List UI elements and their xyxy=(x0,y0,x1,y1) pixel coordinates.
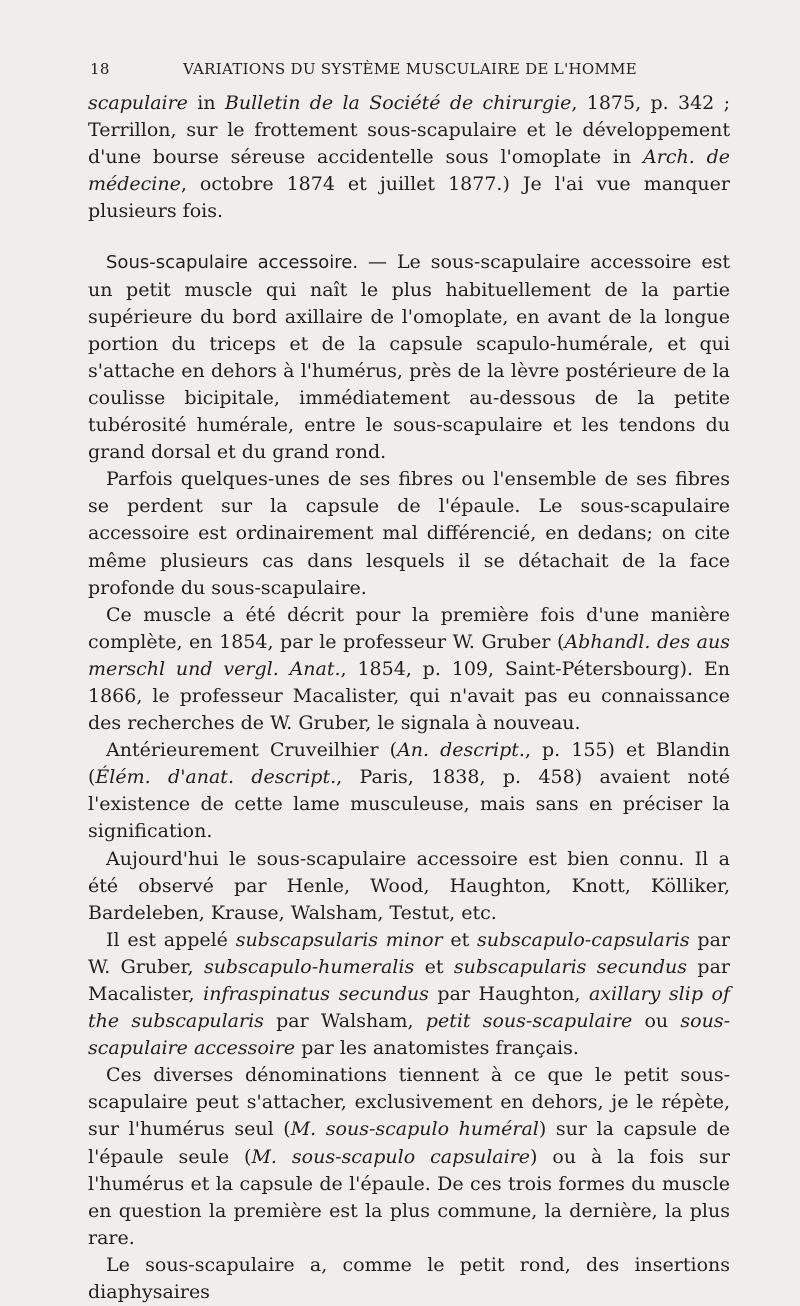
running-title: VARIATIONS DU SYSTÈME MUSCULAIRE DE L'HOMME xyxy=(182,60,638,78)
paragraph: Il est appelé subscapsularis minor et subscapulo-capsularis par W. Gruber, subscapulo-humeralis et subscapularis secundus par Macalister, infraspinatus secundus par Haughton, axillary slip of the subscapularis par Walsham, petit sous-scapulaire ou sous-scapulaire accessoire par les anatomistes français. xyxy=(88,928,731,1060)
section-heading: Sous-scapulaire accessoire. xyxy=(106,252,359,274)
paragraph: Aujourd'hui le sous-scapulaire accessoire est bien connu. Il a été observé par Henle, Wood, Haughton, Knott, Kölliker, Bardeleben, Krause, Walsham, Testut, etc. xyxy=(88,847,730,924)
paragraph-section-start: Sous-scapulaire accessoire. — Le sous-scapulaire accessoire est un petit muscle qui naît le plus habituellement de la partie supérieure du bord axillaire de l'omoplate, en avant de la longue portion du triceps et de la capsule scapulo-humérale, et qui s'attache en dehors à l'humérus, près de la lèvre postérieure de la coulisse bicipitale, immédiatement au-dessous de la petite tubérosité humérale, entre le sous-scapulaire et les tendons du grand dorsal et du grand rond. xyxy=(88,251,730,464)
paragraph-final-line: Le sous-scapulaire a, comme le petit rond, des insertions diaphysaires xyxy=(88,1253,730,1304)
paragraph: Ce muscle a été décrit pour la première fois d'une manière complète, en 1854, par le professeur W. Gruber (Abhandl. des aus merschl und vergl. Anat., 1854, p. 109, Saint-Pétersbourg). En 1866, le professeur Macalister, qui n'avait pas eu connaissance des recherches de W. Gruber, le signala à nouveau. xyxy=(88,603,730,735)
paragraph: Parfois quelques-unes de ses fibres ou l'ensemble de ses fibres se perdent sur la capsule de l'épaule. Le sous-scapulaire accessoire est ordinairement mal différencié, en dedans; on cite même plusieurs cas dans lesquels il se détachait de la face profonde du sous-scapulaire. xyxy=(88,468,730,599)
body-text xyxy=(88,90,730,1306)
running-header xyxy=(90,60,730,78)
paragraph: Ces diverses dénominations tiennent à ce que le petit sous-scapulaire peut s'attacher, exclusivement en dehors, je le répète, sur l'humérus seul (M. sous-scapulo huméral) sur la capsule de l'épaule seule (M. sous-scapulo capsulaire) ou à la fois sur l'humérus et la capsule de l'épaule. De ces trois formes du muscle en question la première est la plus commune, la dernière, la plus rare. xyxy=(88,1064,730,1249)
paragraph-continuation: scapulaire in Bulletin de la Société de chirurgie, 1875, p. 342 ; Terrillon, sur le frottement sous-scapulaire et le développement d'une bourse séreuse accidentelle sous l'omoplate in Arch. de médecine, octobre 1874 et juillet 1877.) Je l'ai vue manquer plusieurs fois. xyxy=(88,92,730,223)
page-number: 18 xyxy=(90,60,110,78)
paragraph: Antérieurement Cruveilhier (An. descript., p. 155) et Blandin (Élém. d'anat. descript., Paris, 1838, p. 458) avaient noté l'existence de cette lame musculeuse, mais sans en préciser la signification. xyxy=(88,739,730,843)
